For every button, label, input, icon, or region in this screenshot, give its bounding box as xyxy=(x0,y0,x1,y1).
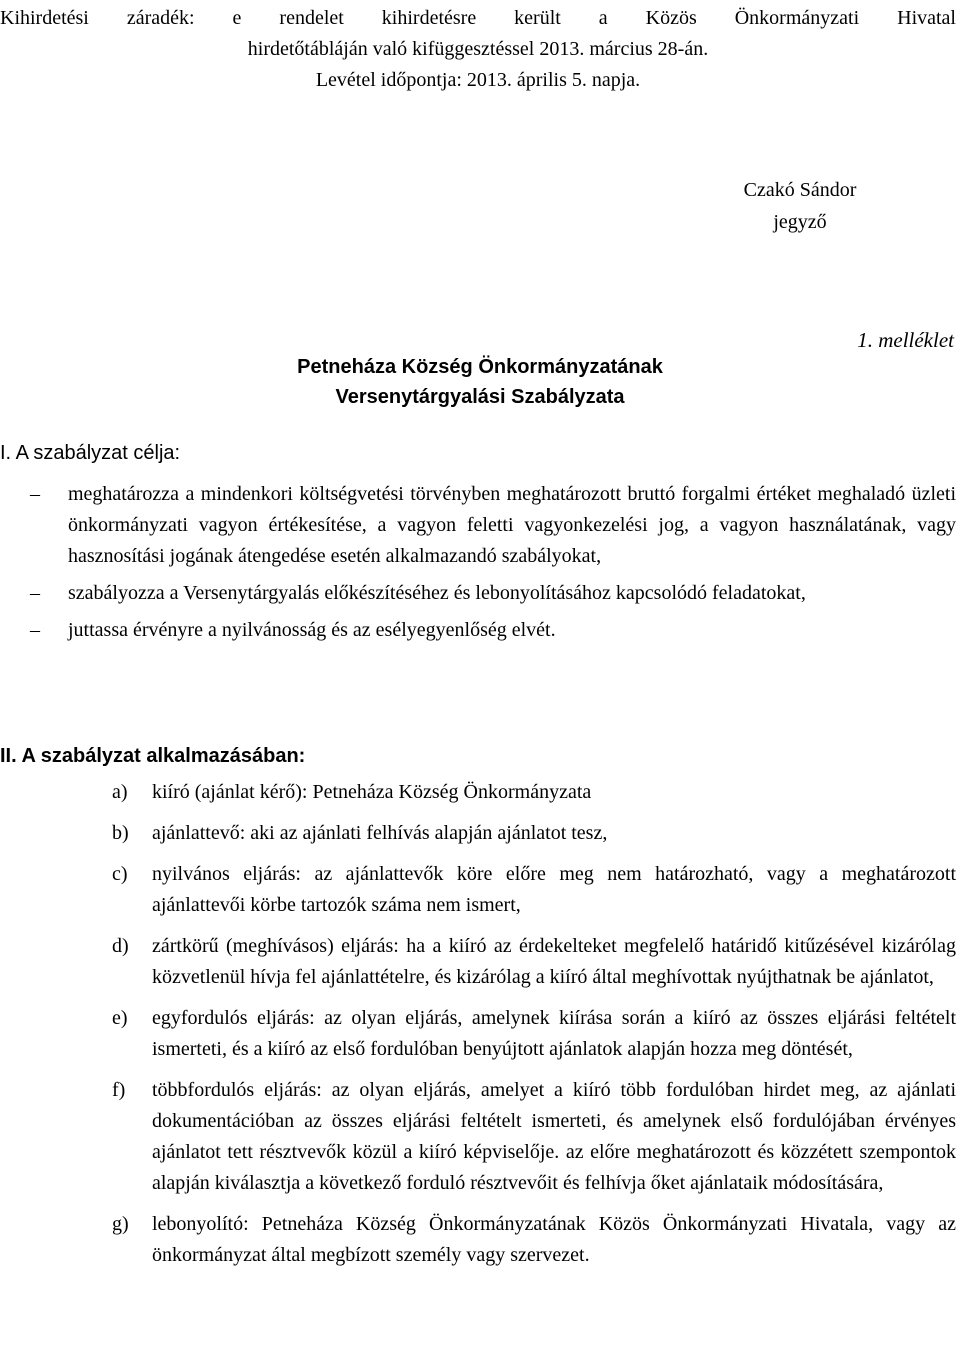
definition-text: egyfordulós eljárás: az olyan eljárás, amelynek kiírása során a kiíró az összes eljárási feltételt ismerteti, és a kiíró az első fordulóban benyújtott ajánlatok alapján hozza meg döntését, xyxy=(152,1007,956,1060)
definition-label: e) xyxy=(112,1007,128,1029)
dash-bullet: – xyxy=(30,483,40,505)
definition-text: nyilvános eljárás: az ajánlattevők köre előre meg nem határozható, vagy a meghatározott ajánlattevői körbe tartozók száma nem ismert, xyxy=(152,863,956,916)
list-item xyxy=(30,615,956,646)
section-heading-definitions: II. A szabályzat alkalmazásában: xyxy=(0,745,306,767)
definition-text: lebonyolító: Petneháza Község Önkormányzatának Közös Önkormányzati Hivatala, vagy az önkormányzat által megbízott személy vagy szervezet. xyxy=(152,1213,956,1266)
document-title-line-1: Petneháza Község Önkormányzatának xyxy=(297,356,663,378)
definition-item xyxy=(112,818,956,849)
definition-text: zártkörű (meghívásos) eljárás: ha a kiíró az érdekelteket megfelelő határidő kitűzésével kizárólag közvetlenül hívja fel ajánlattételre, és kizárólag a kiíró által meghívottak nyújthatnak be ajánlatot, xyxy=(152,935,956,988)
list-item-text: szabályozza a Versenytárgyalás előkészítéséhez és lebonyolításához kapcsolódó feladatokat, xyxy=(68,582,806,604)
annex-label: 1. melléklet xyxy=(857,328,954,352)
list-item-text: meghatározza a mindenkori költségvetési törvényben meghatározott bruttó forgalmi értéket meghaladó üzleti önkormányzati vagyon értékesítése, a vagyon feletti vagyonkezelési jog, a vagyon használatának, vagy hasznosítási jogának átengedése esetén alkalmazandó szabályokat, xyxy=(68,483,956,567)
dash-bullet: – xyxy=(30,619,40,641)
section-heading-purpose: I. A szabályzat célja: xyxy=(0,442,181,464)
definition-item xyxy=(112,777,956,808)
definition-text: kiíró (ajánlat kérő): Petneháza Község Önkormányzata xyxy=(152,781,592,803)
document-title-line-2: Versenytárgyalási Szabályzata xyxy=(335,386,625,408)
list-item xyxy=(30,578,956,609)
notice-line-2: hirdetőtábláján való kifüggesztéssel 2013. március 28-án. xyxy=(247,38,709,60)
signatory-title: jegyző xyxy=(773,211,827,233)
dash-bullet: – xyxy=(30,582,40,604)
definitions-list xyxy=(112,777,956,1281)
publication-notice xyxy=(0,3,956,96)
definition-label: d) xyxy=(112,935,129,957)
definition-label: g) xyxy=(112,1213,129,1235)
definition-item xyxy=(112,1209,956,1271)
definition-item xyxy=(112,1075,956,1199)
list-item-text: juttassa érvényre a nyilvánosság és az esélyegyenlőség elvét. xyxy=(68,619,556,641)
definition-label: b) xyxy=(112,822,129,844)
signatory-name: Czakó Sándor xyxy=(743,179,857,201)
definition-item xyxy=(112,859,956,921)
purpose-bullet-list xyxy=(30,479,956,652)
definition-item xyxy=(112,1003,956,1065)
definition-item xyxy=(112,931,956,993)
list-item xyxy=(30,479,956,572)
definition-label: f) xyxy=(112,1079,126,1101)
notice-line-3: Levétel időpontja: 2013. április 5. napja. xyxy=(315,69,641,91)
definition-label: c) xyxy=(112,863,128,885)
notice-line-1: Kihirdetési záradék: e rendelet kihirdetésre került a Közös Önkormányzati Hivatal xyxy=(0,7,956,29)
definition-text: ajánlattevő: aki az ajánlati felhívás alapján ajánlatot tesz, xyxy=(152,822,608,844)
definition-text: többfordulós eljárás: az olyan eljárás, amelyet a kiíró több fordulóban hirdet meg, az ajánlati dokumentációban az összes eljárási feltételt ismerteti, és amelynek első fordulójában érvényes ajánlatot tett résztvevők közül a kiíró képviselője. az előre meghatározott és közzétett szempontok alapján kiválasztja a következő forduló résztvevőit és felhívja őket ajánlataik módosítására, xyxy=(152,1079,956,1194)
definition-label: a) xyxy=(112,781,128,803)
